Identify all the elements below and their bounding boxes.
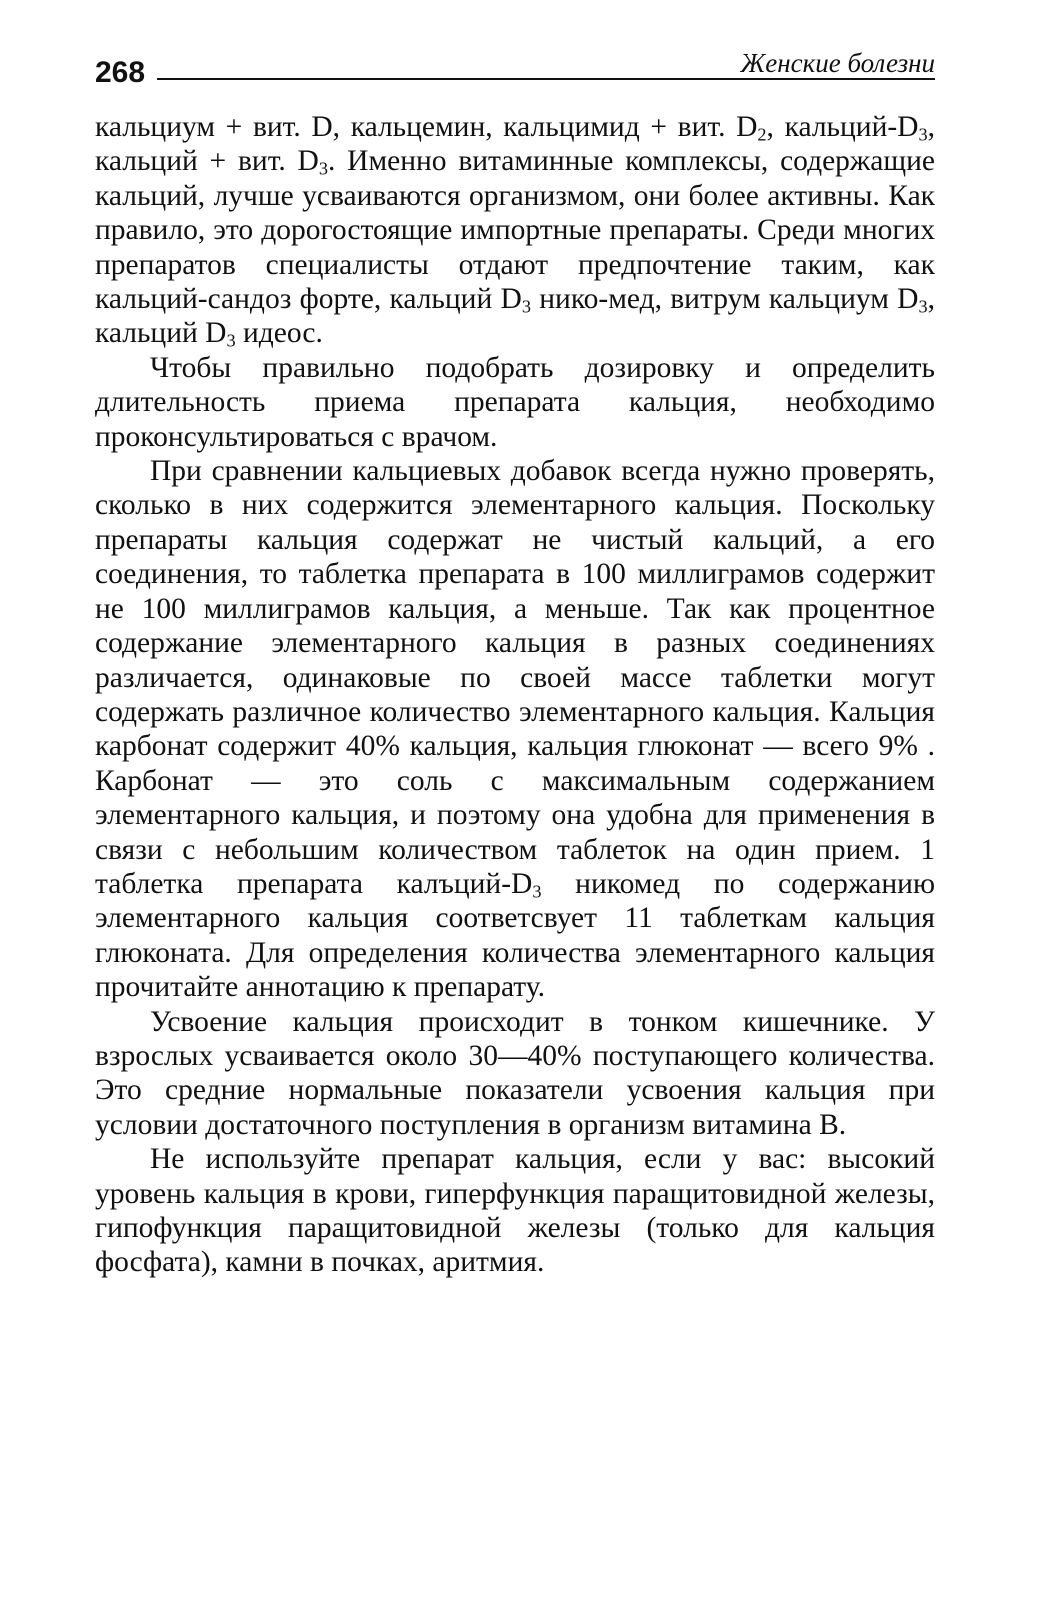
header-rule bbox=[157, 78, 935, 80]
paragraph-absorption: Усвоение кальция происходит в тонком кишечнике. У взрослых усваивается около 30—40% поступающего количества. Это средние нормальные показатели усвоения кальция при условии достаточного поступления в организм витамина B. bbox=[95, 1005, 935, 1141]
paragraph-dosage: Чтобы правильно подобрать дозировку и определить длительность приема препарата кальция, необходимо проконсультироваться с врачом. bbox=[95, 351, 935, 453]
paragraph-elemental-calcium: При сравнении кальциевых добавок всегда нужно проверять, сколько в них содержится элементарного кальция. Поскольку препараты кальция содержат не чистый кальций, а его соединения, то таблетка препарата в 100 миллиграмов содержит не 100 миллиграмов кальция, а меньше. Так как процентное содержание элементарного кальция в разных соединениях различается, одинаковые по своей массе таблетки могут содержать различное количество элементарного кальция. Кальция карбонат содержит 40% кальция, кальция глюконат — всего 9% . Карбонат — это соль с максимальным содержанием элементарного кальция, и поэтому она удобна для применения в связи с небольшим количеством таблеток на один прием. 1 таблетка препарата калъций-$D_3$ никомед по содержанию элементарного кальция соответсвует 11 таблеткам кальция глюконата. Для определения количества элементарного кальция прочитайте аннотацию к препарату. bbox=[95, 455, 935, 1004]
paragraph-contraindications: Не используйте препарат кальция, если у вас: высокий уровень кальция в крови, гиперфункция паращитовидной железы, гипофункция паращитовидной железы (только для кальция фосфата), камни в почках, аритмия. bbox=[95, 1143, 935, 1279]
paragraph-calcium-preparations: кальциум + вит. D, кальцемин, кальцимид + вит. $D_2$, кальций-$D_3$, кальций + вит. $D_3$. Именно витаминные комплексы, содержащие кальций, лучше усваиваются организмом, они более активны. Как правило, это дорогостоящие импортные препараты. Среди многих препаратов специалисты отдают предпочтение таким, как кальций-сандоз форте, кальций $D_3$ нико-мед, витрум кальциум $D_3$, кальций $D_3$ идеос. bbox=[95, 111, 935, 351]
running-title: Женские болезни bbox=[740, 48, 935, 78]
page-number: 268 bbox=[95, 56, 146, 89]
page-header bbox=[95, 40, 935, 90]
body-text bbox=[95, 110, 935, 1280]
